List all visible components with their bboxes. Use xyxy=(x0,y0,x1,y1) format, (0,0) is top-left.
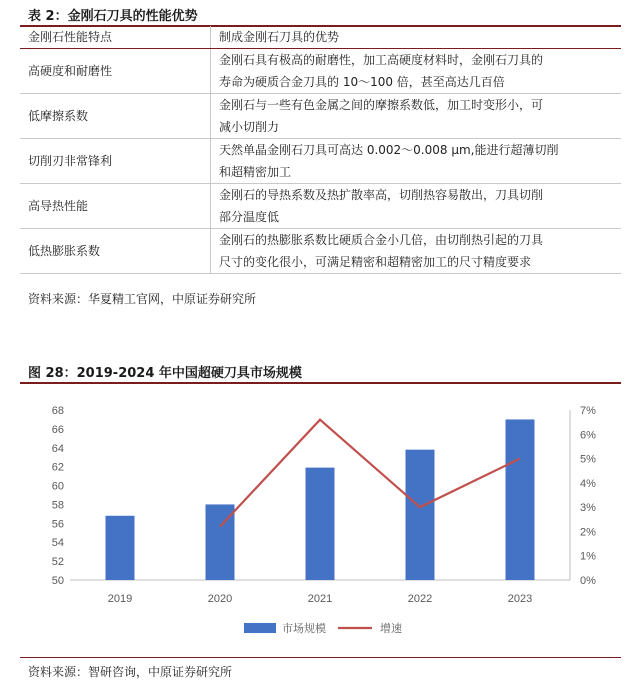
bar-market-size xyxy=(506,419,535,580)
line-growth-rate xyxy=(220,420,520,527)
row-feature: 低摩擦系数 xyxy=(20,94,211,139)
row-advantage: 金刚石具有极高的耐磨性，加工高硬度材料时，金刚石刀具的 寿命为硬质合金刀具的 10～100 倍，甚至高达几百倍 xyxy=(211,49,622,94)
header-advantage: 制成金刚石刀具的优势 xyxy=(211,26,622,49)
left-tick-label: 54 xyxy=(51,537,64,550)
right-tick-label: 1% xyxy=(580,550,596,563)
left-tick-label: 68 xyxy=(51,405,64,417)
category-label: 2019 xyxy=(107,593,133,605)
bar-market-size xyxy=(406,450,435,580)
category-label: 2020 xyxy=(207,593,233,605)
row-advantage: 金刚石的导热系数及热扩散率高，切削热容易散出，刀具切削 部分温度低 xyxy=(211,184,622,229)
row-feature: 切削刃非常锋利 xyxy=(20,139,211,184)
bar-market-size xyxy=(306,468,335,580)
right-tick-label: 3% xyxy=(580,502,596,515)
table-row xyxy=(20,94,621,139)
performance-table xyxy=(20,26,621,274)
left-tick-label: 66 xyxy=(51,423,64,436)
table-row xyxy=(20,49,621,94)
left-tick-label: 56 xyxy=(51,518,64,531)
left-tick-label: 58 xyxy=(51,499,64,512)
category-label: 2023 xyxy=(507,593,533,605)
figure-top-rule xyxy=(20,382,621,384)
right-tick-label: 2% xyxy=(580,526,596,539)
legend-label-growth-rate: 增速 xyxy=(380,622,402,635)
category-label: 2022 xyxy=(407,593,433,605)
table-source: 资料来源：华夏精工官网，中原证券研究所 xyxy=(28,292,257,306)
header-feature: 金刚石性能特点 xyxy=(20,26,211,49)
figure-bottom-rule xyxy=(20,657,621,658)
figure-caption: 图 28：2019-2024 年中国超硬刀具市场规模 xyxy=(28,366,302,381)
left-tick-label: 62 xyxy=(51,461,64,474)
left-tick-label: 64 xyxy=(51,442,64,455)
category-label: 2021 xyxy=(307,593,333,605)
row-feature: 高硬度和耐磨性 xyxy=(20,49,211,94)
right-tick-label: 7% xyxy=(580,405,596,417)
table-header-row xyxy=(20,26,621,49)
left-tick-label: 52 xyxy=(51,556,64,569)
right-tick-label: 6% xyxy=(580,429,596,442)
left-tick-label: 60 xyxy=(51,480,64,493)
row-advantage: 金刚石的热膨胀系数比硬质合金小几倍，由切削热引起的刀具 尺寸的变化很小，可满足精密和超精密加工的尺寸精度要求 xyxy=(211,229,622,274)
bar-market-size xyxy=(106,516,135,580)
legend-swatch-market-size xyxy=(244,623,276,633)
row-advantage: 金刚石与一些有色金属之间的摩擦系数低，加工时变形小，可 减小切削力 xyxy=(211,94,622,139)
left-tick-label: 50 xyxy=(51,575,64,587)
row-feature: 低热膨胀系数 xyxy=(20,229,211,274)
right-tick-label: 4% xyxy=(580,477,596,490)
table-caption: 表 2：金刚石刀具的性能优势 xyxy=(28,9,198,24)
legend-label-market-size: 市场规模 xyxy=(282,622,326,635)
row-feature: 高导热性能 xyxy=(20,184,211,229)
market-size-chart xyxy=(20,396,621,648)
table-row xyxy=(20,184,621,229)
right-tick-label: 5% xyxy=(580,453,596,466)
right-tick-label: 0% xyxy=(580,575,596,587)
table-row xyxy=(20,139,621,184)
figure-source: 资料来源：智研咨询，中原证券研究所 xyxy=(28,665,233,679)
row-advantage: 天然单晶金刚石刀具可高达 0.002～0.008 μm,能进行超薄切削 和超精密加工 xyxy=(211,139,622,184)
table-row xyxy=(20,229,621,274)
